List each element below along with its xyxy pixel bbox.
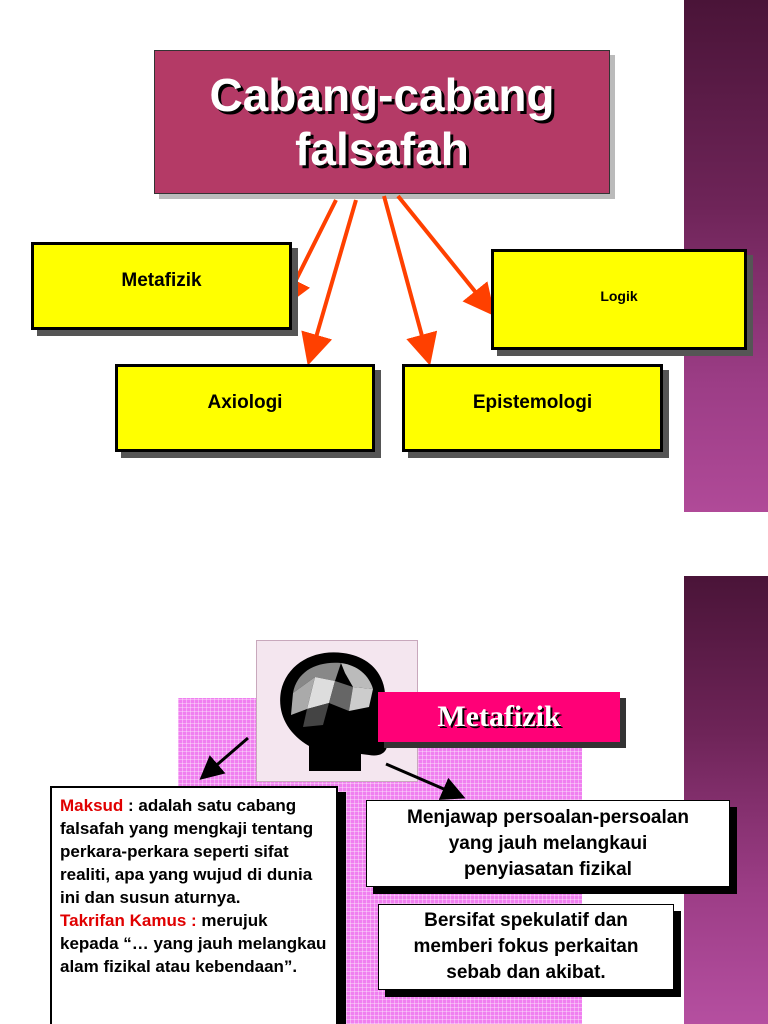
branch-logik <box>491 249 747 350</box>
definition-box <box>50 786 338 1024</box>
point-1-text: Menjawap persoalan-persoalan yang jauh melangkaui penyiasatan fizikal <box>407 806 689 880</box>
maksud-text: : adalah satu cabang falsafah yang mengkaji tentang perkara-perkara seperti sifat realiti, apa yang wujud di dunia ini dan susun aturnya. <box>60 796 314 907</box>
point-2-text: Bersifat spekulatif dan memberi fokus perkaitan sebab dan akibat. <box>413 910 639 983</box>
branch-logik-label: Logik <box>600 287 638 304</box>
maksud-label: Maksud <box>60 796 124 815</box>
arrow-to-point1 <box>386 764 460 796</box>
metafizik-label: Metafizik <box>378 692 620 742</box>
kamus-label: Takrifan Kamus : <box>60 911 197 930</box>
slide-metafizik <box>0 512 768 1024</box>
arrow-to-metafizik <box>285 200 336 302</box>
arrow-to-axiologi <box>310 200 356 358</box>
branch-axiologi <box>115 364 375 452</box>
branch-epistemologi <box>402 364 663 452</box>
branch-metafizik-label: Metafizik <box>121 270 202 291</box>
kamus-text: merujuk kepada “… yang jauh melangkau alam fizikal atau kebendaan”. <box>60 911 327 976</box>
point-box-2 <box>378 904 674 990</box>
arrow-to-definition <box>204 738 248 776</box>
slide-title: Cabang-cabang falsafah <box>209 69 555 175</box>
branch-metafizik <box>31 242 292 330</box>
branch-epistemologi-label: Epistemologi <box>472 392 593 413</box>
point-box-1 <box>366 800 730 887</box>
branch-axiologi-label: Axiologi <box>207 392 283 413</box>
arrow-to-epistemologi <box>384 196 428 358</box>
